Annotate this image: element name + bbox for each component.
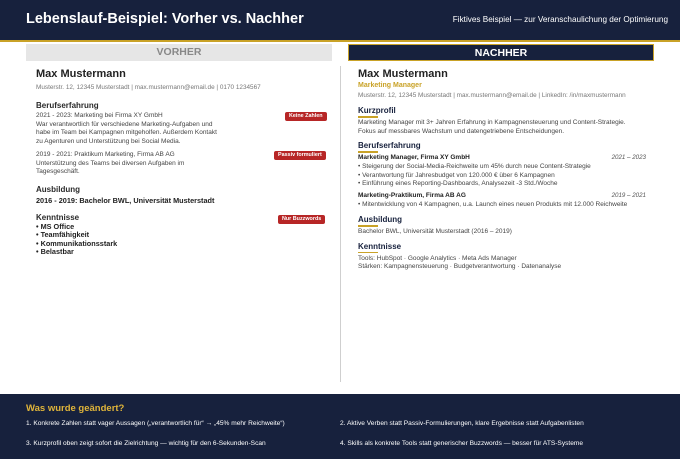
- badge-buzzwords: Nur Buzzwords: [278, 215, 325, 224]
- after-job-1-bullet: • Verantwortung für Jahresbudget von 120.000 € über 6 Kampagnen: [358, 171, 555, 179]
- after-job-1-bullet: • Steigerung der Social-Media-Reichweite um 45% durch neue Content-Strategie: [358, 163, 591, 170]
- after-education: Bachelor BWL, Universität Musterstadt (2016 – 2019): [358, 228, 512, 235]
- change-item-3: 3. Kurzprofil oben zeigt sofort die Zielrichtung — wichtig für den 6-Sekunden-Scan: [26, 440, 266, 447]
- header-accent-line: [0, 40, 680, 42]
- before-job-1-line: zu Agenturen und Unterstützung bei Social Media.: [36, 137, 181, 145]
- before-job-2-line: Tagesgeschäft.: [36, 168, 80, 175]
- skill-item: • Teamfähigkeit: [36, 230, 90, 239]
- after-skills-heading: Kenntnisse: [358, 242, 646, 251]
- before-experience-heading: Berufserfahrung: [36, 101, 99, 110]
- skill-item: • MS Office: [36, 221, 75, 231]
- after-name: Max Mustermann: [358, 68, 448, 80]
- after-education-heading: Ausbildung: [358, 215, 646, 224]
- after-profile-line: Marketing Manager mit 3+ Jahren Erfahrung in Kampagnensteuerung und Content-Strategie.: [358, 119, 626, 126]
- after-column-header: NACHHER: [348, 44, 654, 61]
- before-education: 2016 - 2019: Bachelor BWL, Universität Musterstadt: [36, 195, 215, 205]
- after-job-1: [358, 154, 646, 189]
- header-bar: [0, 0, 680, 40]
- before-job-2: [36, 151, 336, 177]
- change-item-2: 2. Aktive Verben statt Passiv-Formulierungen, klare Ergebnisse statt Aufgabenlisten: [340, 420, 584, 427]
- skill-item: • Belastbar: [36, 247, 74, 256]
- page-subtitle: Fiktives Beispiel — zur Veranschaulichung der Optimierung: [452, 15, 668, 24]
- changes-panel: [0, 394, 680, 459]
- after-experience-heading: Berufserfahrung: [358, 141, 646, 150]
- after-skills-tools: Tools: HubSpot · Google Analytics · Meta Ads Manager: [358, 254, 517, 262]
- after-job-2-title: Marketing-Praktikum, Firma AB AG: [358, 191, 466, 199]
- changes-heading: Was wurde geändert?: [26, 403, 125, 414]
- after-skills-strengths: Stärken: Kampagnensteuerung · Budgetverantwortung · Datenanalyse: [358, 263, 562, 270]
- before-skills-heading: Kenntnisse: [36, 212, 80, 222]
- skill-item: • Kommunikationsstark: [36, 238, 118, 248]
- before-education-heading: Ausbildung: [36, 184, 80, 194]
- after-job-2: [358, 192, 646, 210]
- badge-no-numbers: Keine Zahlen: [285, 112, 327, 121]
- page-title: Lebenslauf-Beispiel: Vorher vs. Nachher: [26, 11, 304, 27]
- column-divider: [340, 66, 341, 382]
- after-job-2-bullet: • Mitentwicklung von 4 Kampagnen, u.a. Launch eines neuen Produkts mit 12.000 Reichweite: [358, 200, 628, 208]
- after-profile-heading: Kurzprofil: [358, 106, 646, 115]
- after-job-1-bullet: • Einführung eines Reporting-Dashboards, Analysezeit -3 Std./Woche: [358, 180, 558, 187]
- before-job-2-title: 2019 - 2021: Praktikum Marketing, Firma AB AG: [36, 151, 175, 158]
- before-job-1-line: habe im Team bei Kampagnen mitgeholfen. Außerdem Kontakt: [36, 129, 217, 136]
- before-job-1: [36, 112, 336, 146]
- change-item-4: 4. Skills als konkrete Tools statt generischer Buzzwords — besser für ATS-Systeme: [340, 440, 584, 447]
- after-job-1-title: Marketing Manager, Firma XY GmbH: [358, 154, 470, 161]
- after-role: Marketing Manager: [358, 82, 422, 89]
- after-job-2-date: 2019 – 2021: [611, 191, 646, 199]
- badge-passive: Passiv formuliert: [274, 151, 326, 160]
- before-job-1-line: War verantwortlich für verschiedene Marketing-Aufgaben und: [36, 120, 213, 128]
- change-item-1: 1. Konkrete Zahlen statt vager Aussagen („verantwortlich für“ → „45% mehr Reichweite“): [26, 420, 285, 427]
- after-profile-line: Fokus auf messbares Wachstum und datengetriebene Entscheidungen.: [358, 127, 565, 135]
- after-job-1-date: 2021 – 2023: [611, 154, 646, 161]
- before-contact: Musterstr. 12, 12345 Musterstadt | max.mustermann@email.de | 0170 1234567: [36, 84, 261, 91]
- before-resume: [36, 68, 336, 257]
- after-contact: Musterstr. 12, 12345 Musterstadt | max.mustermann@email.de | LinkedIn: /in/maxmustermann: [358, 92, 626, 99]
- before-job-1-title: 2021 - 2023: Marketing bei Firma XY GmbH: [36, 112, 163, 119]
- before-name: Max Mustermann: [36, 68, 126, 80]
- before-job-2-line: Unterstützung des Teams bei diversen Aufgaben im: [36, 159, 185, 167]
- before-column-header: VORHER: [26, 44, 332, 61]
- after-resume: [358, 68, 646, 272]
